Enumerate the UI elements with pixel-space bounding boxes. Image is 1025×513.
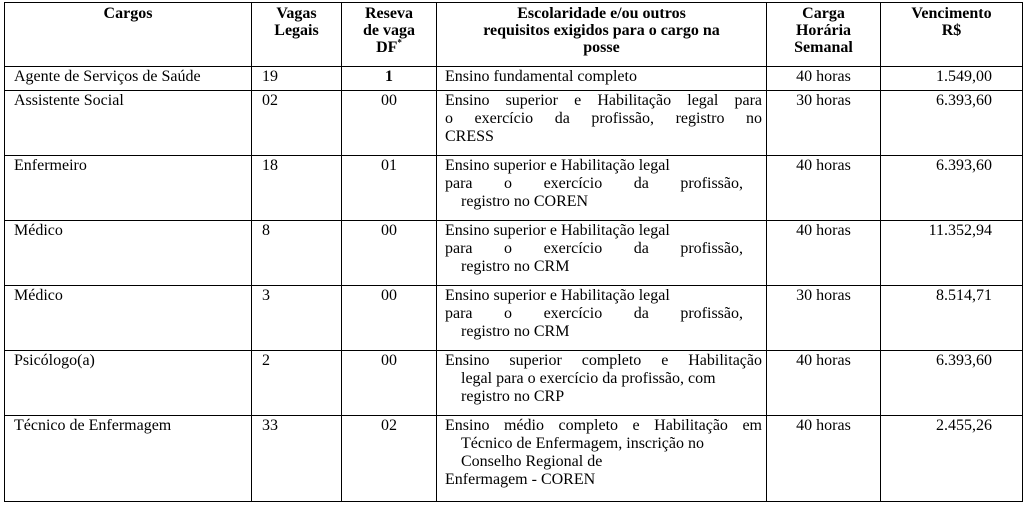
table-row: [5, 91, 1023, 156]
cell-reserva: 00: [342, 286, 437, 351]
cell-reserva: 01: [342, 156, 437, 221]
table-row: [5, 351, 1023, 416]
cell-carga: 40 horas: [767, 351, 881, 416]
cell-escolaridade: Ensino superior e Habilitação legal para o exercício da profissão, registro no COREN: [437, 156, 767, 221]
cell-escolaridade: Ensino superior e Habilitação legal para o exercício da profissão, registro no CRM: [437, 286, 767, 351]
header-vagas: Vagas Legais: [252, 3, 342, 67]
table-row: [5, 67, 1023, 91]
cell-vencimento: 2.455,26: [881, 416, 1023, 502]
header-vencimento: Vencimento R$: [881, 3, 1023, 67]
cell-cargo: Agente de Serviços de Saúde: [5, 67, 252, 91]
cell-reserva: 00: [342, 91, 437, 156]
cell-carga: 30 horas: [767, 286, 881, 351]
cell-escolaridade: Ensino superior e Habilitação legal para o exercício da profissão, registro no CRM: [437, 221, 767, 286]
cell-vencimento: 6.393,60: [881, 91, 1023, 156]
cell-vagas: 33: [252, 416, 342, 502]
cell-cargo: Técnico de Enfermagem: [5, 416, 252, 502]
cell-vencimento: 6.393,60: [881, 156, 1023, 221]
header-row: [5, 3, 1023, 67]
cell-vencimento: 8.514,71: [881, 286, 1023, 351]
cell-reserva: 02: [342, 416, 437, 502]
header-escolaridade: Escolaridade e/ou outros requisitos exigidos para o cargo na posse: [437, 3, 767, 67]
cell-reserva: 00: [342, 221, 437, 286]
footnote-mark: *: [397, 37, 402, 48]
cell-carga: 40 horas: [767, 156, 881, 221]
header-carga: Carga Horária Semanal: [767, 3, 881, 67]
cell-vagas: 3: [252, 286, 342, 351]
cell-escolaridade: Ensino fundamental completo: [437, 67, 767, 91]
cell-cargo: Médico: [5, 221, 252, 286]
cell-escolaridade: Ensino médio completo e Habilitação em Técnico de Enfermagem, inscrição no Conselho Regional de Enfermagem - COREN: [437, 416, 767, 502]
table-row: [5, 286, 1023, 351]
vacancies-table: [4, 2, 1023, 502]
cell-reserva: 00: [342, 351, 437, 416]
cell-carga: 40 horas: [767, 221, 881, 286]
cell-cargo: Médico: [5, 286, 252, 351]
cell-carga: 40 horas: [767, 416, 881, 502]
cell-vagas: 2: [252, 351, 342, 416]
cell-vagas: 02: [252, 91, 342, 156]
cell-cargo: Enfermeiro: [5, 156, 252, 221]
header-cargos: Cargos: [5, 3, 252, 67]
cell-escolaridade: Ensino superior completo e Habilitação legal para o exercício da profissão, com registro no CRP: [437, 351, 767, 416]
cell-carga: 40 horas: [767, 67, 881, 91]
cell-cargo: Assistente Social: [5, 91, 252, 156]
cell-vencimento: 1.549,00: [881, 67, 1023, 91]
cell-carga: 30 horas: [767, 91, 881, 156]
table-row: [5, 416, 1023, 502]
table-row: [5, 221, 1023, 286]
cell-cargo: Psicólogo(a): [5, 351, 252, 416]
cell-reserva: 1: [342, 67, 437, 91]
cell-vagas: 19: [252, 67, 342, 91]
cell-vencimento: 11.352,94: [881, 221, 1023, 286]
cell-vagas: 8: [252, 221, 342, 286]
cell-escolaridade: Ensino superior e Habilitação legal para o exercício da profissão, registro no CRESS: [437, 91, 767, 156]
cell-vagas: 18: [252, 156, 342, 221]
table-row: [5, 156, 1023, 221]
cell-vencimento: 6.393,60: [881, 351, 1023, 416]
header-reserva: Reseva de vaga DF*: [342, 3, 437, 67]
